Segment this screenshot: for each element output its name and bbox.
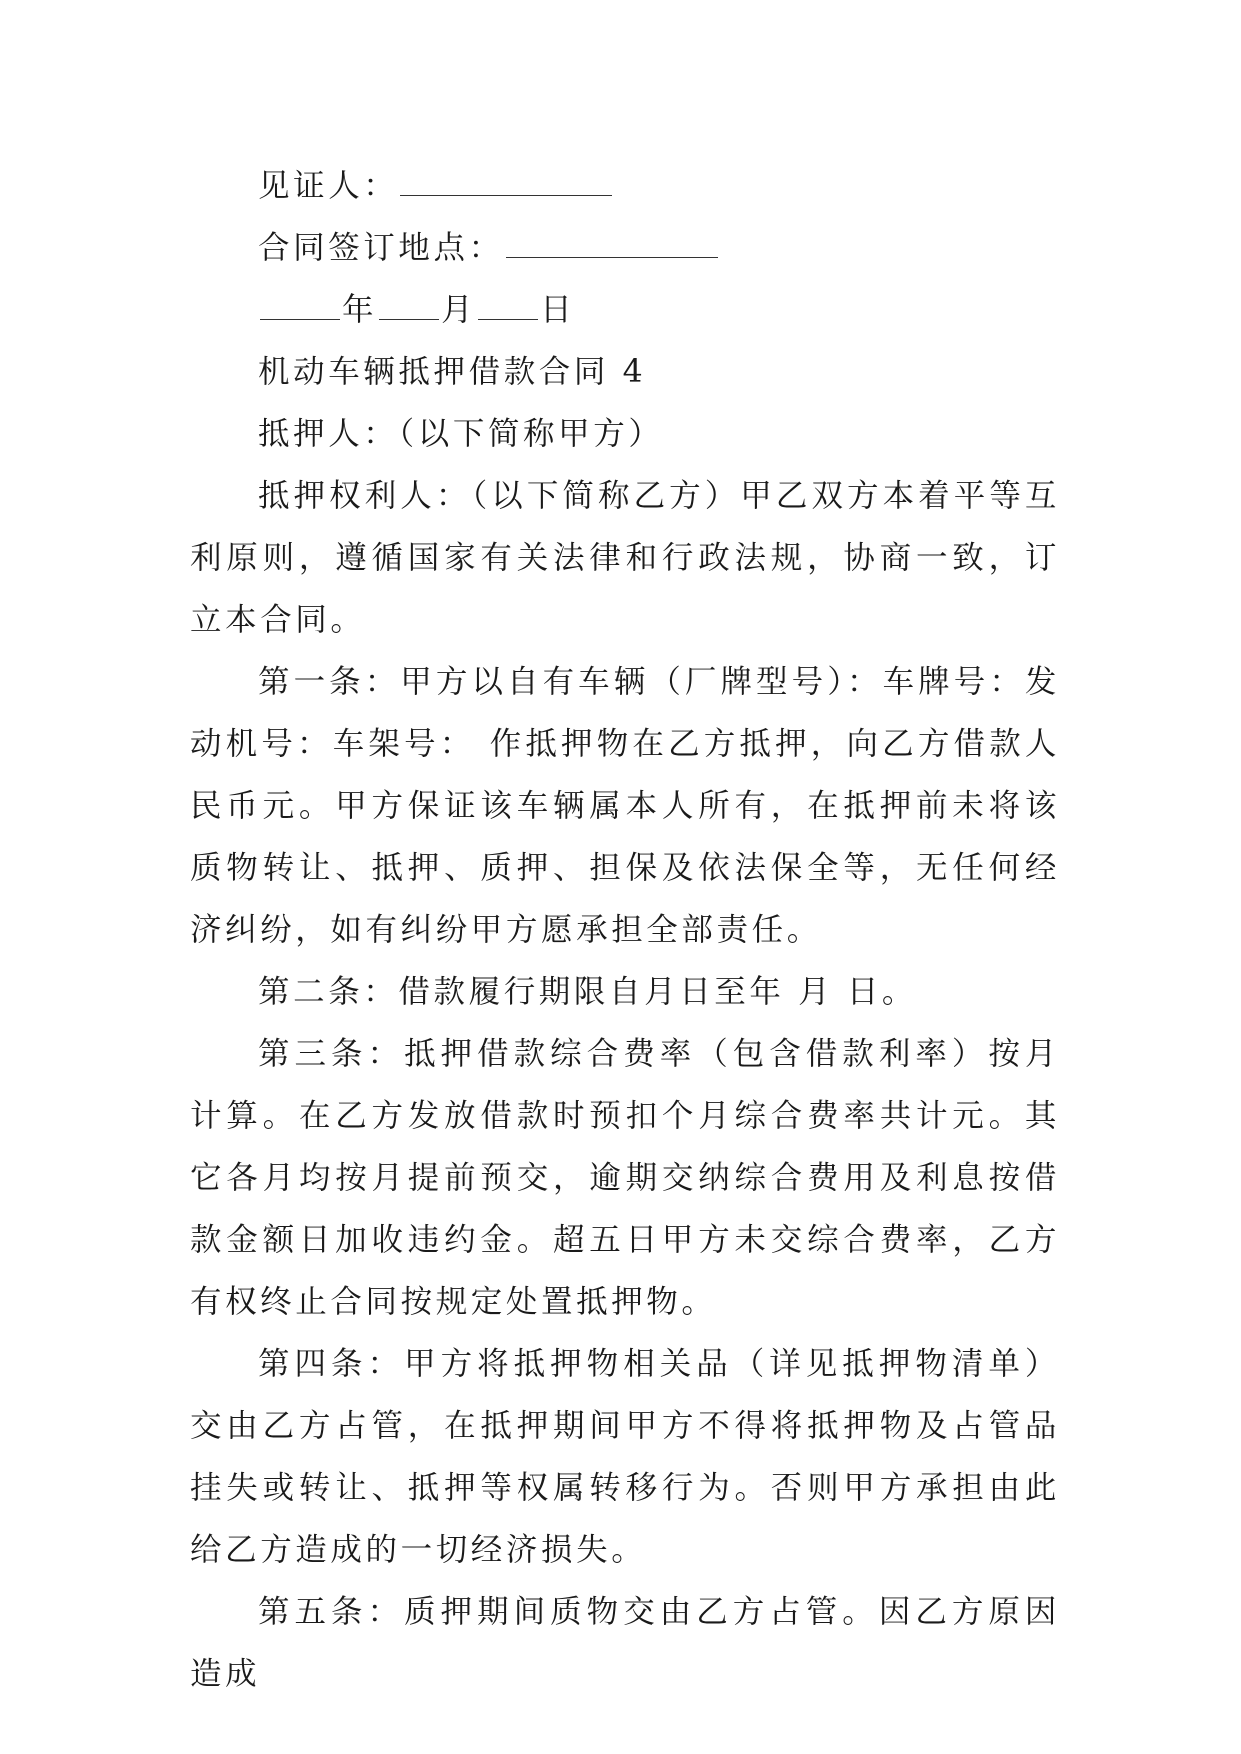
document-page: [190, 155, 1060, 1705]
paragraph-article-5: 第五条：质押期间质物交由乙方占管。因乙方原因造成: [190, 1594, 1060, 1692]
witness-label: 见证人：: [258, 168, 399, 204]
year-label: 年: [342, 292, 378, 328]
year-blank[interactable]: [260, 289, 340, 320]
paragraph-article-1: 第一条：甲方以自有车辆（厂牌型号）：车牌号：发动机号：车架号： 作抵押物在乙方抵押，向乙方借款人民币元。甲方保证该车辆属本人所有，在抵押前未将该质物转让、抵押、质押、担保及依法保全等，无任何经济纠纷，如有纠纷甲方愿承担全部责任。: [190, 664, 1060, 948]
paragraph-article-4: 第四条：甲方将抵押物相关品（详见抵押物清单）交由乙方占管，在抵押期间甲方不得将抵押物及占管品挂失或转让、抵押等权属转移行为。否则甲方承担由此给乙方造成的一切经济损失。: [190, 1346, 1060, 1568]
paragraph-intro: 抵押权利人：（以下简称乙方）甲乙双方本着平等互利原则，遵循国家有关法律和行政法规，协商一致，订立本合同。: [190, 478, 1060, 638]
paragraph-article-3: 第三条：抵押借款综合费率（包含借款利率）按月计算。在乙方发放借款时预扣个月综合费率共计元。其它各月均按月提前预交，逾期交纳综合费用及利息按借款金额日加收违约金。超五日甲方未交综合费率，乙方有权终止合同按规定处置抵押物。: [190, 1036, 1060, 1320]
month-blank[interactable]: [379, 289, 439, 320]
day-blank[interactable]: [478, 289, 538, 320]
contract-title: 机动车辆抵押借款合同 4: [258, 354, 647, 390]
month-label: 月: [441, 292, 477, 328]
signing-place-line: [190, 217, 1060, 279]
day-label: 日: [540, 292, 576, 328]
date-line: [190, 279, 1060, 341]
paragraph-article-2: 第二条：借款履行期限自月日至年 月 日。: [258, 974, 918, 1010]
witness-blank[interactable]: [400, 165, 612, 196]
mortgagor-line: 抵押人：（以下简称甲方）: [258, 416, 664, 452]
signing-place-label: 合同签订地点：: [258, 230, 504, 266]
witness-line: [190, 155, 1060, 217]
signing-place-blank[interactable]: [506, 227, 718, 258]
